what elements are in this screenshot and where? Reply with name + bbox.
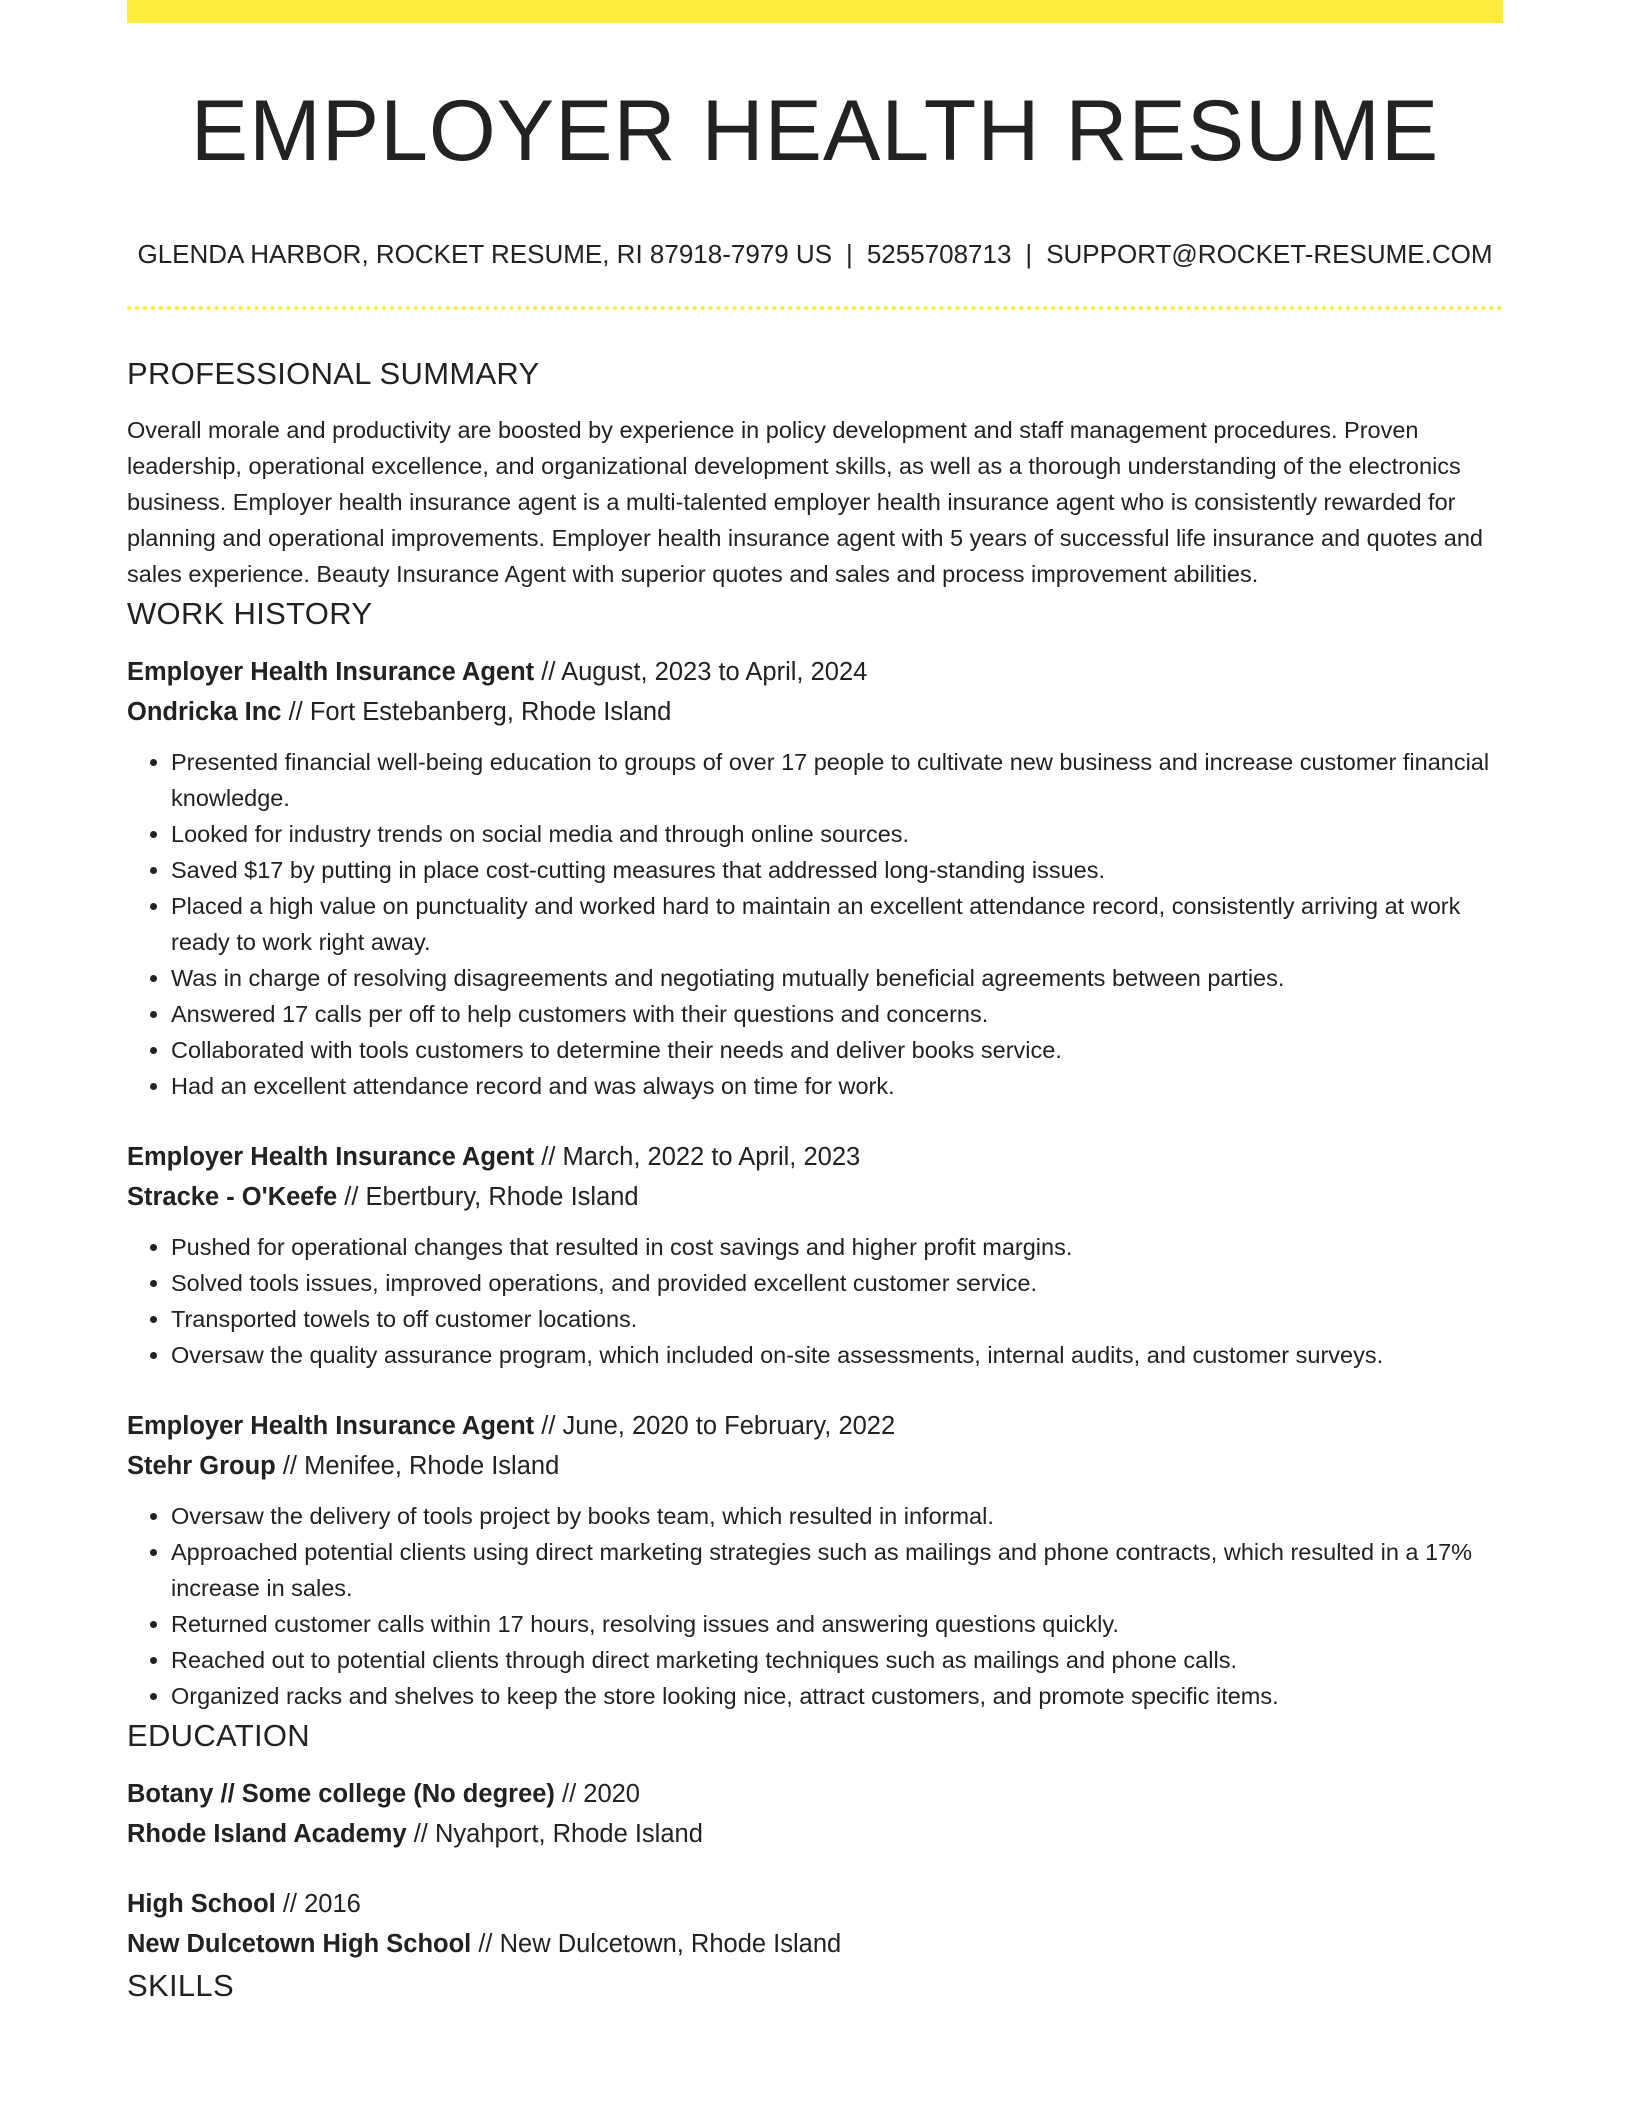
education-location: // New Dulcetown, Rhode Island <box>471 1930 842 1958</box>
job-location: // Ebertbury, Rhode Island <box>337 1183 639 1211</box>
dotted-divider <box>127 306 1503 310</box>
contact-line <box>127 236 1503 272</box>
list-item: • Returned customer calls within 17 hours, resolving issues and answering questions quickly. <box>171 1606 1503 1642</box>
job-location: // Fort Estebanberg, Rhode Island <box>281 698 672 726</box>
list-item: • Presented financial well-being education to groups of over 17 people to cultivate new business and increase customer financial knowledge. <box>171 744 1503 816</box>
education-location: // Nyahport, Rhode Island <box>406 1820 703 1848</box>
contact-email: SUPPORT@ROCKET-RESUME.COM <box>1046 239 1493 269</box>
education-degree: Botany // Some college (No degree) <box>127 1780 555 1808</box>
education-school: New Dulcetown High School <box>127 1930 472 1958</box>
job-dates: // August, 2023 to April, 2024 <box>534 658 868 686</box>
summary-heading: PROFESSIONAL SUMMARY <box>127 356 540 391</box>
job-title: Employer Health Insurance Agent <box>127 658 535 686</box>
job-bullets <box>127 744 1503 1104</box>
list-item: • Reached out to potential clients through direct marketing techniques such as mailings and phone calls. <box>171 1642 1503 1678</box>
job-entry <box>127 652 1503 1104</box>
list-item: • Placed a high value on punctuality and worked hard to maintain an excellent attendance record, consistently arriving at work ready to work right away. <box>171 888 1503 960</box>
contact-address: GLENDA HARBOR, ROCKET RESUME, RI 87918-7979 US <box>137 239 833 269</box>
job-location: // Menifee, Rhode Island <box>275 1452 560 1480</box>
education-year: // 2016 <box>275 1890 361 1918</box>
job-company-line <box>127 1177 1503 1217</box>
job-title: Employer Health Insurance Agent <box>127 1143 535 1171</box>
list-item: • Solved tools issues, improved operations, and provided excellent customer service. <box>171 1265 1503 1301</box>
education-school-line <box>127 1924 1503 1964</box>
job-dates: // June, 2020 to February, 2022 <box>534 1412 896 1440</box>
education-degree-line <box>127 1774 1503 1814</box>
list-item: • Answered 17 calls per off to help customers with their questions and concerns. <box>171 996 1503 1032</box>
job-company: Stracke - O'Keefe <box>127 1183 338 1211</box>
list-item: • Had an excellent attendance record and was always on time for work. <box>171 1068 1503 1104</box>
education-degree-line <box>127 1884 1503 1924</box>
education-degree: High School <box>127 1890 276 1918</box>
resume-content <box>127 352 1503 2008</box>
list-item: • Organized racks and shelves to keep the store looking nice, attract customers, and promote specific items. <box>171 1678 1503 1714</box>
education-school-line <box>127 1814 1503 1854</box>
job-title-line <box>127 1406 1503 1446</box>
list-item: • Pushed for operational changes that resulted in cost savings and higher profit margins. <box>171 1229 1503 1265</box>
job-entry <box>127 1406 1503 1714</box>
education-year: // 2020 <box>554 1780 640 1808</box>
list-item: • Approached potential clients using direct marketing strategies such as mailings and phone contracts, which resulted in a 17% increase in sales. <box>171 1534 1503 1606</box>
work-history-heading: WORK HISTORY <box>127 596 373 631</box>
accent-top-bar <box>127 0 1503 23</box>
summary-text: Overall morale and productivity are boosted by experience in policy development and staff management procedures. Proven leadership, operational excellence, and organizational development skills, as well as a thorough understanding of the electronics business. Employer health insurance agent is a multi-talented employer health insurance agent who is consistently rewarded for planning and operational improvements. Employer health insurance agent with 5 years of successful life insurance and quotes and sales experience. Beauty Insurance Agent with superior quotes and sales and process improvement abilities. <box>127 417 1483 587</box>
job-title: Employer Health Insurance Agent <box>127 1412 535 1440</box>
job-dates: // March, 2022 to April, 2023 <box>534 1143 861 1171</box>
job-company-line <box>127 692 1503 732</box>
list-item: • Oversaw the quality assurance program, which included on-site assessments, internal audits, and customer surveys. <box>171 1337 1503 1373</box>
contact-separator: | <box>1025 239 1033 269</box>
job-bullets <box>127 1229 1503 1373</box>
skills-heading: SKILLS <box>127 1968 234 2003</box>
education-entry <box>127 1884 1503 1964</box>
job-company-line <box>127 1446 1503 1486</box>
list-item: • Oversaw the delivery of tools project by books team, which resulted in informal. <box>171 1498 1503 1534</box>
page-title: EMPLOYER HEALTH RESUME <box>190 83 1440 179</box>
job-entry <box>127 1137 1503 1373</box>
job-title-line <box>127 1137 1503 1177</box>
job-bullets <box>127 1498 1503 1714</box>
list-item: • Collaborated with tools customers to determine their needs and deliver books service. <box>171 1032 1503 1068</box>
job-company: Ondricka Inc <box>127 698 282 726</box>
list-item: • Saved $17 by putting in place cost-cutting measures that addressed long-standing issues. <box>171 852 1503 888</box>
contact-separator: | <box>846 239 853 269</box>
education-heading: EDUCATION <box>127 1718 310 1753</box>
education-school: Rhode Island Academy <box>127 1820 407 1848</box>
list-item: • Looked for industry trends on social media and through online sources. <box>171 816 1503 852</box>
contact-phone: 5255708713 <box>866 239 1012 269</box>
list-item: • Was in charge of resolving disagreements and negotiating mutually beneficial agreements between parties. <box>171 960 1503 996</box>
job-title-line <box>127 652 1503 692</box>
job-company: Stehr Group <box>127 1452 276 1480</box>
education-entry <box>127 1774 1503 1854</box>
list-item: • Transported towels to off customer locations. <box>171 1301 1503 1337</box>
